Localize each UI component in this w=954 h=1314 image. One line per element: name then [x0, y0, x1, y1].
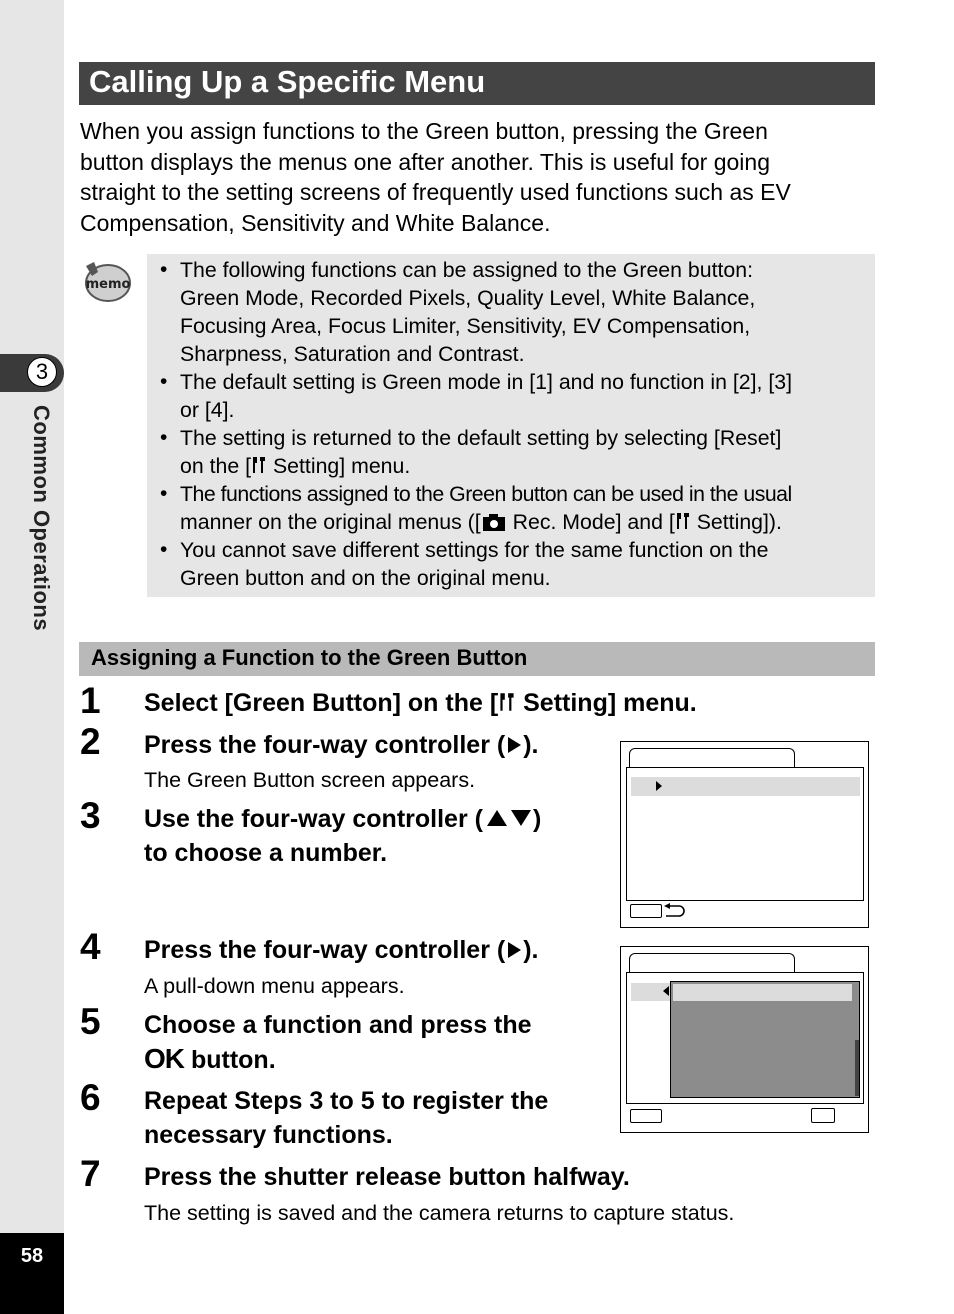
- memo-text: Setting] menu.: [267, 454, 411, 478]
- memo-text: Rec. Mode] and [: [506, 510, 675, 534]
- wrench-setting-icon: [498, 691, 516, 713]
- step-text-part: Select [Green Button] on the [: [144, 689, 499, 717]
- page-number: 58: [20, 1245, 44, 1267]
- intro-line: button displays the menus one after another. This is useful for going: [80, 148, 770, 175]
- left-triangle-icon: [662, 985, 670, 997]
- step-text-part: Press the four-way controller (: [144, 731, 506, 759]
- step-note: The Green Button screen appears.: [144, 768, 476, 792]
- step-text: Repeat Steps 3 to 5 to register the: [144, 1087, 549, 1115]
- bullet: •: [160, 426, 168, 449]
- memo-line: The functions assigned to the Green button can be used in the usual: [180, 482, 792, 506]
- wrench-setting-icon: [251, 455, 267, 475]
- screen-tab: [629, 953, 795, 973]
- step-text: to choose a number.: [144, 839, 388, 867]
- step-text-part: button.: [190, 1046, 276, 1074]
- memo-line: The setting is returned to the default setting by selecting [Reset]: [180, 426, 782, 450]
- pulldown-scrollbar: [855, 1040, 859, 1096]
- memo-line: Sharpness, Saturation and Contrast.: [180, 342, 525, 366]
- step-note: The setting is saved and the camera returns to capture status.: [144, 1201, 735, 1225]
- step-text: [144, 1042, 276, 1077]
- step-text-part: ): [532, 805, 542, 833]
- step-text: necessary functions.: [144, 1121, 393, 1149]
- step-number: 2: [80, 721, 101, 762]
- memo-line: Green button and on the original menu.: [180, 566, 551, 590]
- step-number: 7: [80, 1153, 101, 1194]
- step-number: 3: [80, 795, 101, 836]
- subsection-title: Assigning a Function to the Green Button: [91, 645, 528, 670]
- memo-icon: [82, 258, 132, 304]
- bullet: •: [160, 538, 168, 561]
- memo-line: or [4].: [180, 398, 235, 422]
- step-text-part: ).: [523, 731, 539, 759]
- ok-button-indicator: [811, 1108, 835, 1123]
- memo-line: You cannot save different settings for the same function on the: [180, 538, 769, 562]
- svg-text:memo: memo: [85, 277, 131, 292]
- step-number: 1: [80, 680, 101, 721]
- right-triangle-icon: [505, 735, 523, 755]
- step-text: Press the shutter release button halfway.: [144, 1163, 630, 1191]
- step-note: A pull-down menu appears.: [144, 974, 405, 998]
- step-text: [144, 802, 541, 836]
- menu-button-indicator: [630, 904, 662, 918]
- ok-symbol: OK: [144, 1043, 184, 1074]
- step-number: 5: [80, 1001, 101, 1042]
- chapter-number: 3: [27, 357, 57, 387]
- step-text-part: Press the four-way controller (: [144, 936, 506, 964]
- bullet: •: [160, 482, 168, 505]
- camera-icon: [481, 512, 507, 532]
- right-triangle-icon: [655, 780, 663, 792]
- selected-row: [631, 777, 860, 796]
- memo-text: Setting]).: [690, 510, 782, 534]
- bullet: •: [160, 370, 168, 393]
- step-text-part: ).: [523, 936, 539, 964]
- up-down-triangle-icon: [483, 808, 533, 828]
- sidebar: [0, 0, 64, 1314]
- memo-line: Green Mode, Recorded Pixels, Quality Level, White Balance,: [180, 286, 756, 310]
- step-text: [144, 933, 538, 967]
- menu-button-indicator: [630, 1109, 662, 1123]
- memo-text: on the [: [180, 454, 252, 478]
- intro-paragraph: [80, 116, 880, 239]
- memo-line: Focusing Area, Focus Limiter, Sensitivity, EV Compensation,: [180, 314, 751, 338]
- step-text: Choose a function and press the: [144, 1011, 532, 1039]
- bullet: •: [160, 258, 168, 281]
- pulldown-highlight: [673, 984, 852, 1001]
- right-triangle-icon: [505, 940, 523, 960]
- step-text-part: Use the four-way controller (: [144, 805, 483, 833]
- wrench-setting-icon: [675, 511, 691, 531]
- step-number: 4: [80, 926, 101, 967]
- intro-line: straight to the setting screens of frequently used functions such as EV: [80, 179, 791, 206]
- step-text: [144, 686, 697, 720]
- back-arrow-icon: [663, 903, 687, 919]
- intro-line: Compensation, Sensitivity and White Balance.: [80, 210, 551, 237]
- chapter-label: Common Operations: [29, 405, 54, 632]
- memo-line: [180, 454, 410, 478]
- memo-text: manner on the original menus ([: [180, 510, 481, 534]
- step-number: 6: [80, 1077, 101, 1118]
- step-text-part: Setting] menu.: [516, 689, 697, 717]
- intro-line: When you assign functions to the Green button, pressing the Green: [80, 118, 768, 144]
- page-title: Calling Up a Specific Menu: [89, 64, 486, 99]
- memo-line: [180, 510, 782, 534]
- memo-line: The following functions can be assigned to the Green button:: [180, 258, 754, 282]
- memo-line: The default setting is Green mode in [1] and no function in [2], [3]: [180, 370, 793, 394]
- step-text: [144, 728, 538, 762]
- screen-tab: [629, 748, 795, 768]
